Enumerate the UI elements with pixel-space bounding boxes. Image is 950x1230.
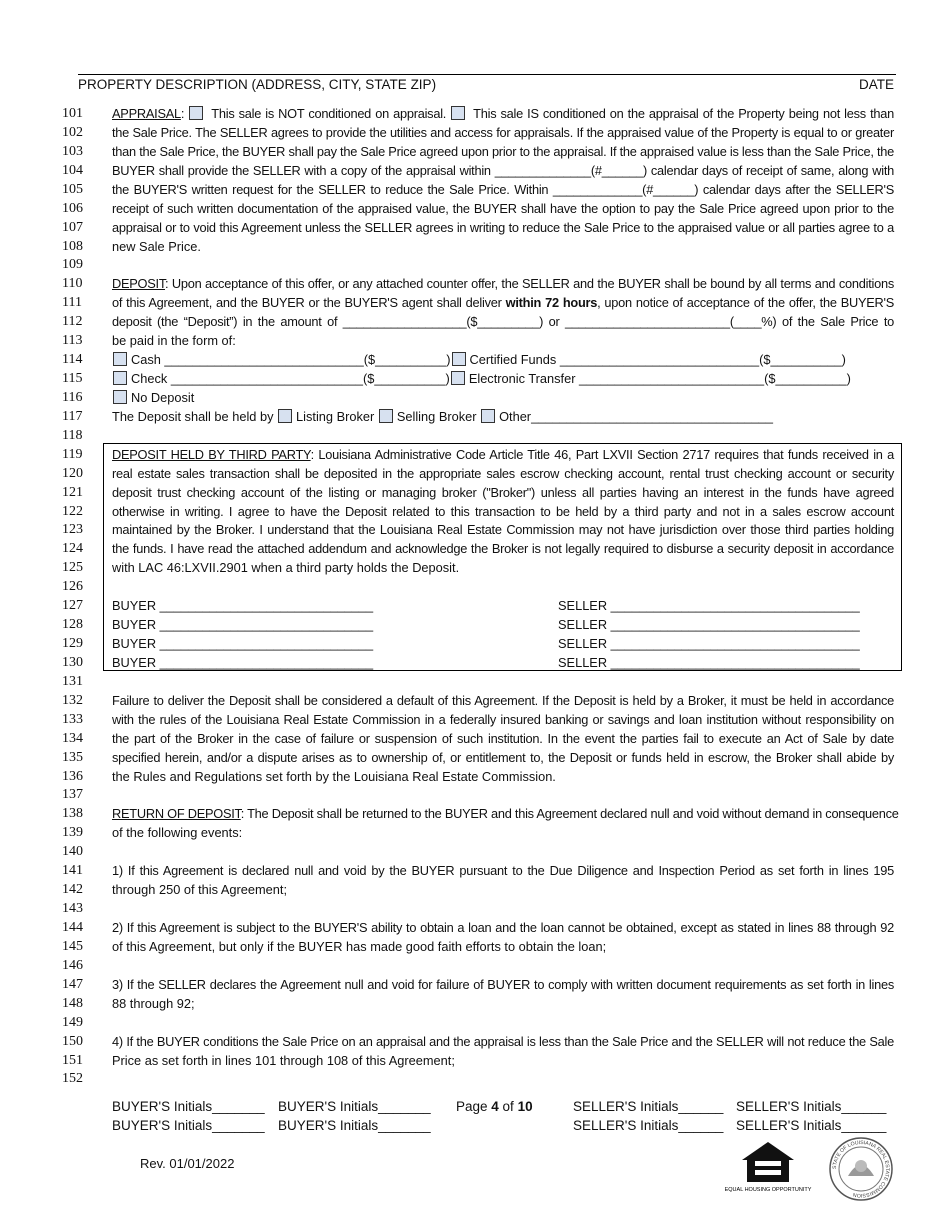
- line-text: [112, 804, 899, 823]
- line-number: 101: [62, 106, 83, 121]
- page-indicator: [456, 1099, 533, 1114]
- line-number: 126: [62, 579, 83, 595]
- line-number: 144: [62, 919, 83, 935]
- equal-housing-icon: [724, 1140, 812, 1198]
- line-text: than the Sale Price, the BUYER shall pay the Sale Price agreed upon prior to the appraisal. If the appraised value is less than the Sale Price, the: [112, 143, 895, 159]
- line-text: [112, 293, 894, 312]
- section-heading: RETURN OF DEPOSIT: [112, 806, 241, 822]
- line-number: 106: [62, 200, 83, 216]
- checkbox[interactable]: [451, 106, 465, 120]
- line-number: 140: [62, 844, 83, 860]
- text-segment: : Upon acceptance of this offer, or any attached counter offer, the SELLER and the BUYER shall be bound by all terms and conditions: [165, 276, 894, 292]
- line-text: with the rules of the Louisiana Real Estate Commission in a federally insured banking or savings and loan institution without responsibility on: [112, 711, 894, 727]
- text-segment: Electronic Transfer __________________________($__________): [468, 371, 851, 387]
- line-text: 2) If this Agreement is subject to the BUYER'S ability to obtain a loan and the loan cannot be obtained, except as stated in lines 88 through 92: [112, 919, 894, 935]
- text-segment: Selling Broker: [396, 408, 481, 424]
- checkbox[interactable]: [278, 409, 292, 423]
- line-number: 151: [62, 1052, 83, 1068]
- text-segment: :: [180, 106, 189, 121]
- buyer-signature-line[interactable]: BUYER ______________________________: [112, 654, 374, 670]
- text-segment: : Louisiana Administrative Code Article Title 46, Part LXVII Section 2717 requires that funds received in a: [310, 446, 894, 462]
- page-total: 10: [517, 1099, 533, 1114]
- checkbox[interactable]: [481, 409, 495, 423]
- line-text: the Rules and Regulations set forth by the Louisiana Real Estate Commission.: [112, 768, 556, 784]
- line-number: 116: [62, 389, 83, 405]
- line-number: 111: [62, 295, 82, 311]
- line-text: [112, 653, 894, 672]
- buyer-signature-line[interactable]: BUYER ______________________________: [112, 598, 374, 614]
- line-number: 137: [62, 787, 83, 803]
- line-number: 132: [62, 692, 83, 708]
- line-number: 102: [62, 124, 83, 140]
- eho-caption: EQUAL HOUSING OPPORTUNITY: [724, 1187, 812, 1193]
- line-number: 103: [62, 143, 83, 159]
- line-number: 130: [62, 654, 83, 670]
- line-number: 136: [62, 768, 83, 784]
- line-text: specified herein, and/or a dispute arises as to ownership of, or entitlement to, the Deposit or funds held in escrow, the Broker shall abide by: [112, 749, 894, 765]
- line-number: 148: [62, 995, 83, 1011]
- seller-signature-line[interactable]: SELLER ___________________________________: [558, 617, 860, 633]
- seller-initials-4[interactable]: SELLER'S Initials______: [736, 1118, 887, 1133]
- section-heading: DEPOSIT: [112, 276, 166, 292]
- line-number: 133: [62, 711, 83, 727]
- buyer-signature-line[interactable]: BUYER ______________________________: [112, 617, 374, 633]
- line-number: 117: [62, 408, 83, 424]
- line-text: the part of the Broker in the case of failure or suspension of such institution. In the event the parties fail to execute an Act of Sale by date: [112, 730, 894, 746]
- line-number: 107: [62, 219, 83, 235]
- line-text: [112, 388, 894, 407]
- line-number: 150: [62, 1033, 83, 1049]
- date-label: DATE: [858, 77, 894, 92]
- text-segment: of this Agreement, and the BUYER or the BUYER'S agent shall deliver: [112, 295, 506, 311]
- line-text: Failure to deliver the Deposit shall be considered a default of this Agreement. If the Deposit is held by a Broker, it must be held in accordance: [112, 692, 894, 708]
- checkbox[interactable]: [113, 371, 127, 385]
- line-number: 114: [62, 352, 83, 368]
- line-number: 128: [62, 617, 83, 633]
- checkbox[interactable]: [189, 106, 203, 120]
- text-segment: Certified Funds ____________________________($__________): [469, 352, 846, 368]
- commission-seal-icon: [828, 1136, 894, 1202]
- page-prefix: Page: [456, 1099, 492, 1114]
- line-text: deposit (the “Deposit”) in the amount of __________________($_________) or ________________________(____%) of the Sale Price to: [112, 314, 894, 330]
- line-number: 139: [62, 825, 83, 841]
- line-number: 115: [62, 371, 83, 387]
- line-number: 127: [62, 598, 83, 614]
- checkbox[interactable]: [379, 409, 393, 423]
- text-segment: Cash ____________________________($__________): [131, 352, 451, 368]
- section-heading: APPRAISAL: [112, 106, 181, 121]
- text-segment: No Deposit: [131, 389, 195, 405]
- line-number: 113: [62, 333, 83, 349]
- line-text: deposit trust checking account of the listing or managing broker ("Broker") unless all parties having an interest in the funds have agreed: [112, 484, 894, 500]
- line-number: 134: [62, 730, 83, 746]
- line-text: maintained by the Broker. I understand that the Louisiana Real Estate Commission may not have jurisdiction over those third parties holding: [112, 522, 894, 538]
- line-text: [112, 634, 894, 653]
- seller-signature-line[interactable]: SELLER ___________________________________: [558, 598, 860, 614]
- text-segment: Other__________________________________: [499, 408, 774, 424]
- line-number: 125: [62, 560, 83, 576]
- line-number: 121: [62, 484, 83, 500]
- section-heading: DEPOSIT HELD BY THIRD PARTY: [112, 446, 311, 462]
- revision-date: Rev. 01/01/2022: [140, 1156, 235, 1171]
- line-text: of this Agreement, but only if the BUYER has made good faith efforts to obtain the loan;: [112, 938, 607, 954]
- line-text: [112, 445, 894, 464]
- seller-initials-1[interactable]: SELLER'S Initials______: [573, 1099, 724, 1114]
- line-text: [112, 596, 894, 615]
- line-text: be paid in the form of:: [112, 333, 236, 349]
- line-text: Price as set forth in lines 101 through 108 of this Agreement;: [112, 1052, 455, 1068]
- line-number: 105: [62, 181, 83, 197]
- page-of: of: [498, 1099, 518, 1114]
- text-segment: within 72 hours: [505, 295, 598, 311]
- line-text: [112, 104, 894, 123]
- line-number: 120: [62, 465, 83, 481]
- line-number: 124: [62, 541, 83, 557]
- line-number: 147: [62, 976, 83, 992]
- seller-signature-line[interactable]: SELLER ___________________________________: [558, 654, 860, 670]
- line-text: new Sale Price.: [112, 238, 201, 254]
- text-segment: , upon notice of acceptance of the offer, the BUYER'S: [597, 295, 895, 311]
- line-number: 138: [62, 806, 83, 822]
- line-number: 108: [62, 238, 83, 254]
- line-text: appraisal or to void this Agreement unless the SELLER agrees in writing to reduce the Sale Price to the appraised value or all parties agree to a: [112, 219, 894, 235]
- line-text: 1) If this Agreement is declared null and void by the BUYER pursuant to the Due Diligence and Inspection Period as set forth in lines 195: [112, 863, 894, 879]
- line-number: 141: [62, 863, 83, 879]
- line-number: 146: [62, 957, 83, 973]
- checkbox[interactable]: [113, 390, 127, 404]
- line-number: 129: [62, 636, 83, 652]
- text-segment: This sale is NOT conditioned on appraisal.: [207, 106, 451, 121]
- checkbox[interactable]: [451, 371, 465, 385]
- checkbox[interactable]: [452, 352, 466, 366]
- line-text: 88 through 92;: [112, 995, 195, 1011]
- line-number: 145: [62, 938, 83, 954]
- line-number: 152: [62, 1071, 83, 1087]
- line-text: the BUYER'S written request for the SELLER to reduce the Sale Price. Within _____________(#______) calendar days after the SELLER'S: [112, 181, 894, 197]
- line-text: real estate sales transaction shall be deposited in the appropriate sales escrow checking account, rental trust checking account or security: [112, 465, 894, 481]
- text-segment: Listing Broker: [296, 408, 378, 424]
- seal-caption: STATE OF LOUISIANA REAL ESTATE COMMISSION: [831, 1139, 891, 1199]
- line-text: of the following events:: [112, 825, 243, 841]
- line-number: 110: [62, 276, 83, 292]
- line-text: [112, 369, 894, 388]
- line-number: 142: [62, 882, 83, 898]
- line-text: [112, 407, 894, 426]
- header-rule: [78, 74, 896, 75]
- line-number: 118: [62, 427, 83, 443]
- text-segment: : The Deposit shall be returned to the BUYER and this Agreement declared null and void without demand in consequence: [240, 806, 899, 822]
- buyer-initials-3[interactable]: BUYER'S Initials_______: [112, 1118, 265, 1133]
- buyer-initials-1[interactable]: BUYER'S Initials_______: [112, 1099, 265, 1114]
- text-segment: The Deposit shall be held by: [112, 408, 278, 424]
- line-number: 104: [62, 162, 83, 178]
- text-segment: Check ___________________________($__________): [131, 371, 450, 387]
- line-text: BUYER shall provide the SELLER with a copy of the appraisal within ______________(#______) calendar days of receipt of same, along with: [112, 162, 894, 178]
- line-number: 149: [62, 1014, 83, 1030]
- buyer-initials-2[interactable]: BUYER'S Initials_______: [278, 1099, 431, 1114]
- buyer-signature-line[interactable]: BUYER ______________________________: [112, 636, 374, 652]
- line-text: [112, 615, 894, 634]
- line-number: 123: [62, 522, 83, 538]
- line-text: [112, 350, 894, 369]
- line-text: the Sale Price. The SELLER agrees to provide the utilities and access for appraisals. If the appraised value of the Property is equal to or greater: [112, 124, 894, 140]
- buyer-initials-4[interactable]: BUYER'S Initials_______: [278, 1118, 431, 1133]
- seller-initials-2[interactable]: SELLER'S Initials______: [736, 1099, 887, 1114]
- line-text: the funds. I have read the attached addendum and acknowledge the Broker is not legally required to disburse a security deposit in accordance: [112, 541, 894, 557]
- line-text: through 250 of this Agreement;: [112, 882, 288, 898]
- line-number: 143: [62, 901, 83, 917]
- checkbox[interactable]: [113, 352, 127, 366]
- seller-signature-line[interactable]: SELLER ___________________________________: [558, 636, 860, 652]
- line-number: 112: [62, 314, 83, 330]
- seller-initials-3[interactable]: SELLER'S Initials______: [573, 1118, 724, 1133]
- line-number: 122: [62, 503, 83, 519]
- line-text: receipt of such written documentation of the appraised value, the BUYER shall have the option to pay the Sale Price agreed upon prior to the: [112, 200, 894, 216]
- line-number: 135: [62, 749, 83, 765]
- line-number: 109: [62, 257, 83, 273]
- property-description-label: PROPERTY DESCRIPTION (ADDRESS, CITY, STATE ZIP): [78, 77, 437, 92]
- line-text: otherwise in writing. I agree to have the Deposit related to this transaction to be held by a third party and not in a sales escrow account: [112, 503, 894, 519]
- text-segment: This sale IS conditioned on the appraisal of the Property being not less than: [469, 106, 894, 121]
- page-number: 4: [491, 1099, 499, 1114]
- line-text: [112, 274, 894, 293]
- line-number: 131: [62, 673, 83, 689]
- line-text: with LAC 46:LXVII.2901 when a third party holds the Deposit.: [112, 560, 460, 576]
- line-text: 3) If the SELLER declares the Agreement null and void for failure of BUYER to comply with written document requirements as set forth in lines: [112, 976, 894, 992]
- line-text: 4) If the BUYER conditions the Sale Price on an appraisal and the appraisal is less than the Sale Price and the SELLER will not reduce the Sale: [112, 1033, 894, 1049]
- line-number: 119: [62, 446, 83, 462]
